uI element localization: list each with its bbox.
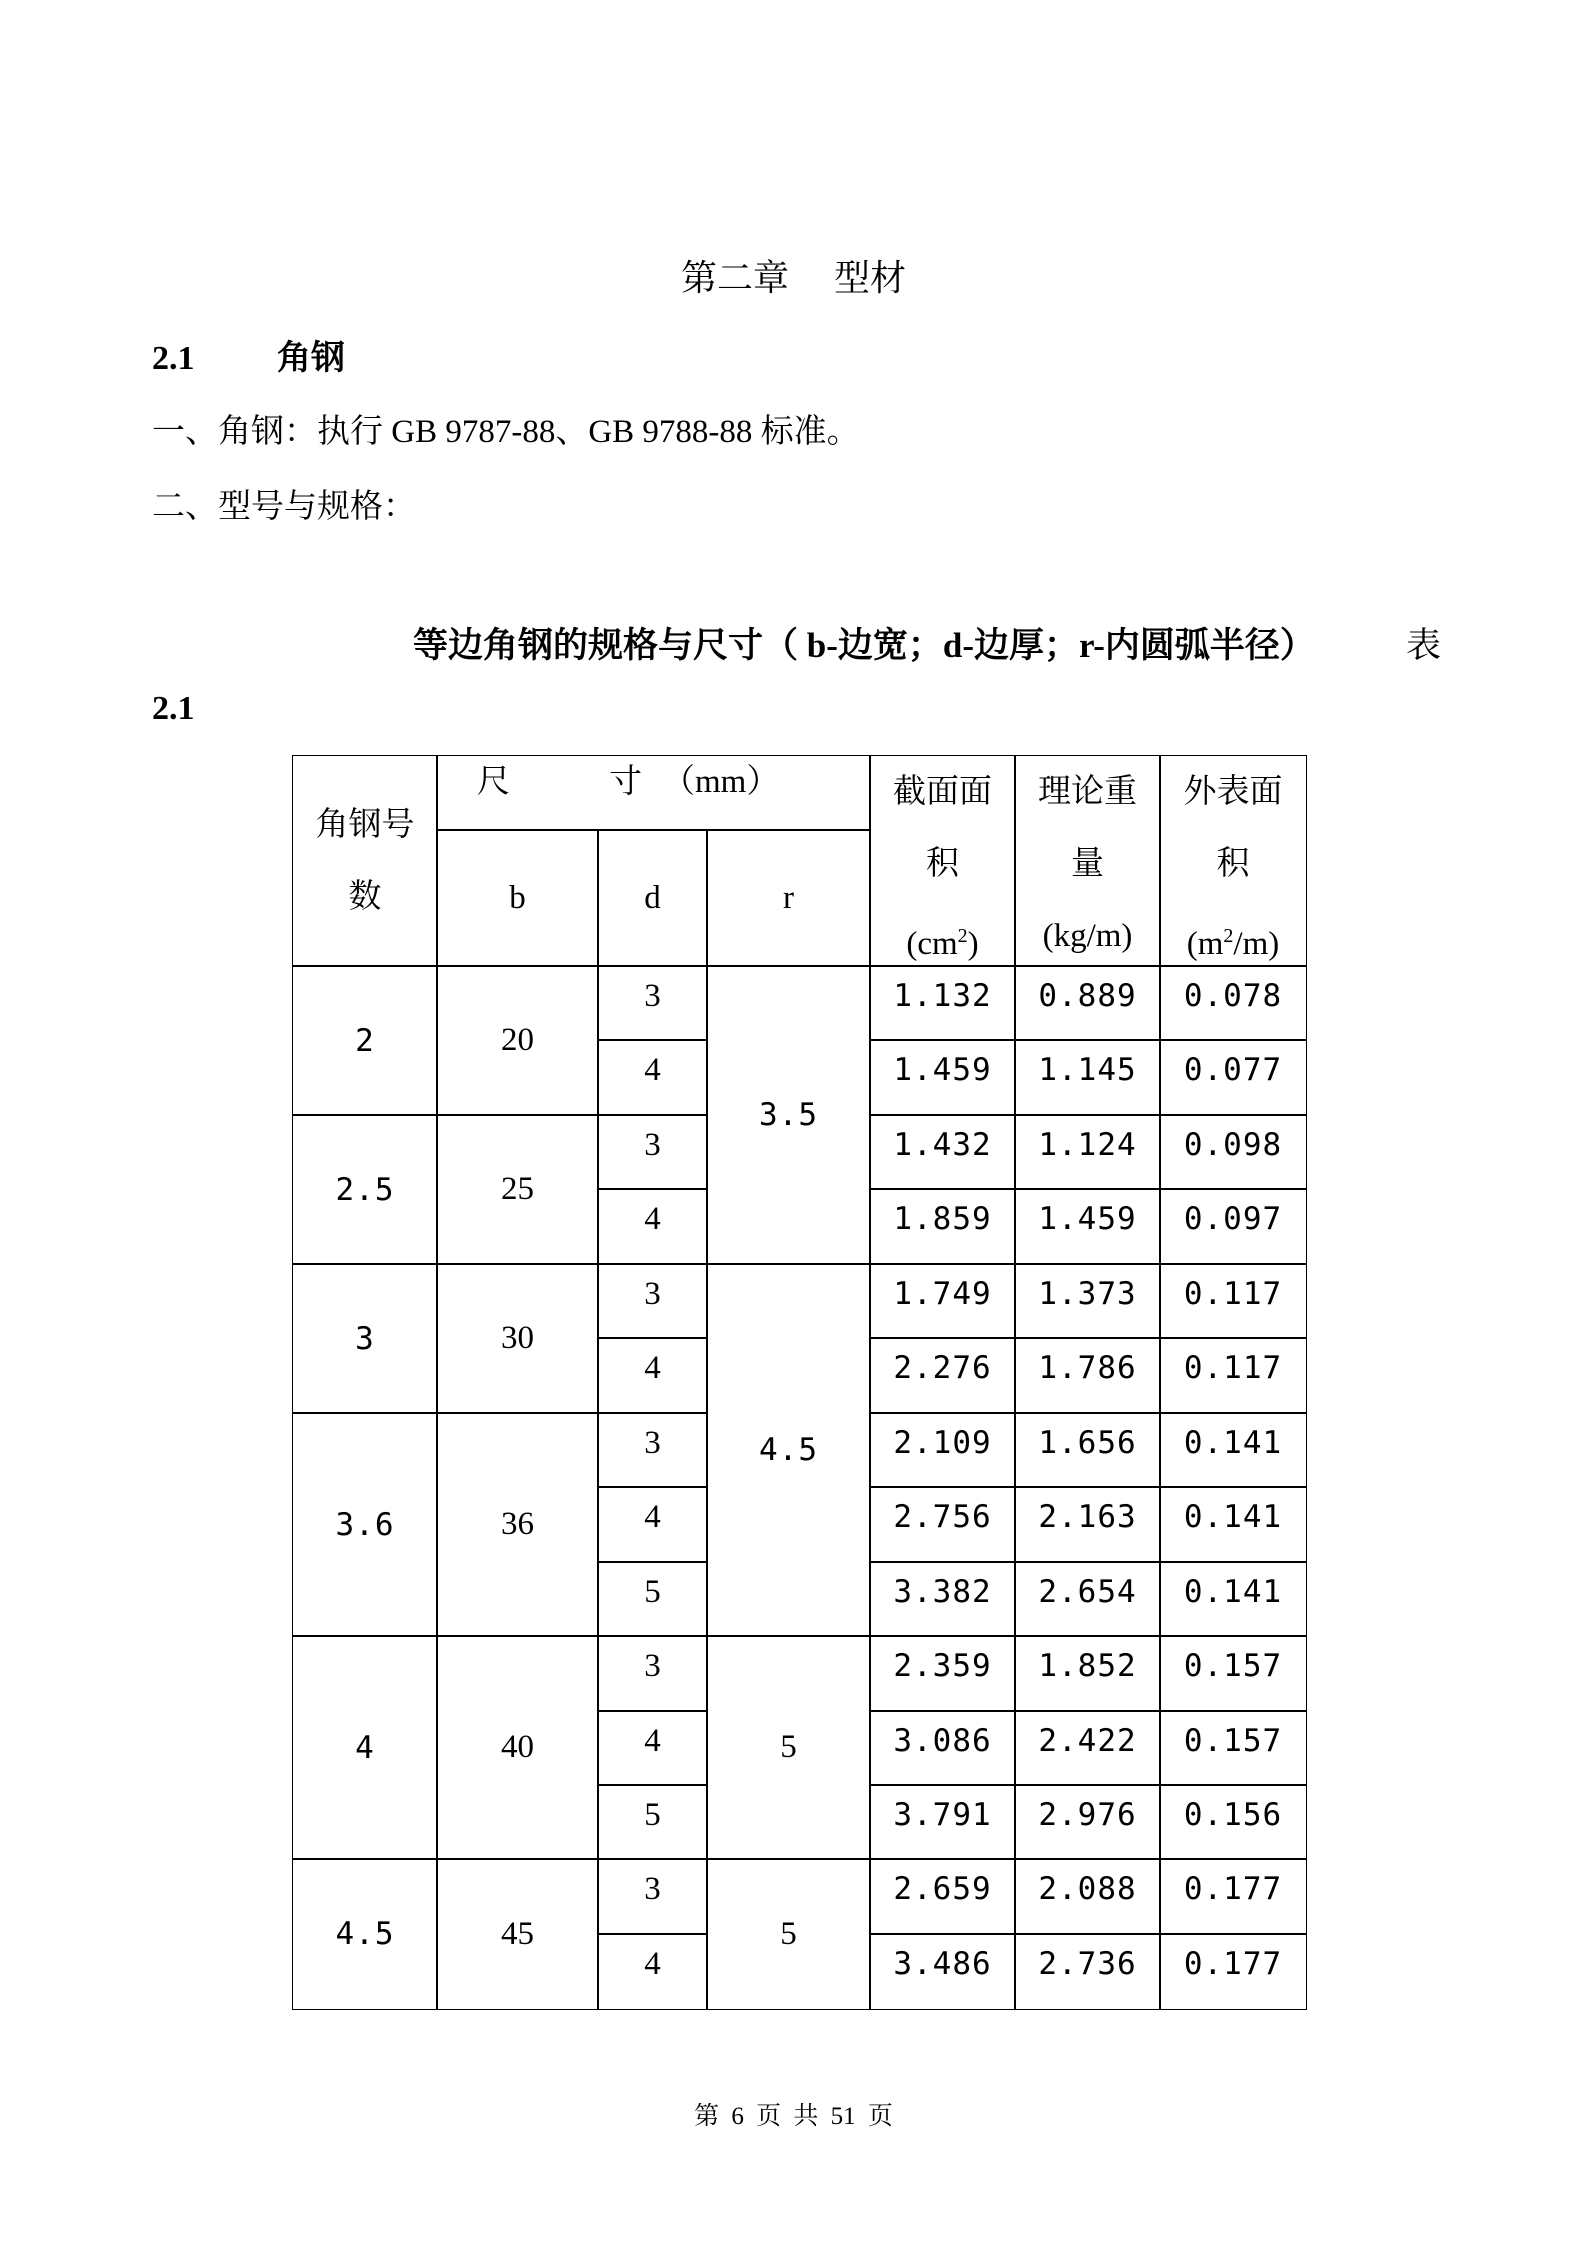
cell-area: 2.109 — [869, 1412, 1016, 1488]
cell-d: 4 — [597, 1486, 708, 1563]
cell-area: 2.756 — [869, 1486, 1016, 1563]
cell-b: 45 — [436, 1858, 599, 2010]
footer-suffix: 页 — [867, 2103, 893, 2130]
cell-b: 30 — [436, 1263, 599, 1414]
table-caption-text: 等边角钢的规格与尺寸（ b-边宽；d-边厚；r-内圆弧半径） — [413, 626, 1315, 665]
cell-area: 3.486 — [869, 1933, 1016, 2010]
header-dimensions — [436, 755, 871, 831]
cell-surface: 0.177 — [1159, 1858, 1307, 1935]
cell-r: 5 — [706, 1858, 871, 2010]
cell-weight: 1.124 — [1014, 1114, 1161, 1190]
header-b: b — [436, 829, 599, 967]
footer-prefix: 第 — [694, 2103, 720, 2130]
header-model-line1: 角钢号 — [315, 807, 415, 843]
header-area-unit-exp: 2 — [957, 925, 968, 947]
cell-weight: 2.163 — [1014, 1486, 1161, 1563]
cell-model: 2.5 — [292, 1114, 438, 1265]
cell-area: 2.276 — [869, 1337, 1016, 1414]
header-r: r — [706, 829, 871, 967]
header-dimensions-unit: （mm） — [662, 764, 780, 800]
cell-weight: 1.373 — [1014, 1263, 1161, 1339]
cell-b: 25 — [436, 1114, 599, 1265]
cell-model: 3.6 — [292, 1412, 438, 1637]
header-weight — [1014, 755, 1161, 967]
cell-model: 3 — [292, 1263, 438, 1414]
cell-surface: 0.141 — [1159, 1412, 1307, 1488]
cell-b: 36 — [436, 1412, 599, 1637]
cell-surface: 0.077 — [1159, 1039, 1307, 1116]
header-model-line2: 数 — [348, 879, 382, 915]
cell-d: 3 — [597, 1263, 708, 1339]
header-area-line2: 积 — [926, 846, 959, 882]
cell-surface: 0.141 — [1159, 1561, 1307, 1637]
header-surface-unit-base: (m — [1186, 926, 1224, 962]
cell-d: 4 — [597, 1039, 708, 1116]
section-heading — [152, 330, 345, 379]
cell-surface: 0.141 — [1159, 1486, 1307, 1563]
chapter-title: 第二章 型材 — [680, 258, 906, 298]
paragraph-spec-intro: 二、型号与规格： — [152, 489, 416, 525]
header-surface — [1159, 755, 1307, 967]
cell-surface: 0.177 — [1159, 1933, 1307, 2010]
angle-steel-spec-table — [292, 755, 1307, 2010]
cell-d: 3 — [597, 1858, 708, 1935]
cell-surface: 0.098 — [1159, 1114, 1307, 1190]
cell-d: 5 — [597, 1561, 708, 1637]
cell-area: 1.432 — [869, 1114, 1016, 1190]
paragraph-standard: 一、角钢：执行 GB 9787-88、GB 9788-88 标准。 — [152, 414, 860, 450]
cell-area: 1.859 — [869, 1188, 1016, 1265]
footer-total-pages: 51 — [830, 2103, 856, 2130]
cell-weight: 1.852 — [1014, 1635, 1161, 1712]
table-body — [294, 1384, 1305, 2009]
cell-model: 2 — [292, 965, 438, 1116]
cell-weight: 1.459 — [1014, 1188, 1161, 1265]
cell-area: 2.359 — [869, 1635, 1016, 1712]
cell-d: 3 — [597, 1635, 708, 1712]
cell-d: 3 — [597, 1114, 708, 1190]
header-dimensions-label: 尺 寸 — [477, 764, 642, 800]
cell-d: 4 — [597, 1933, 708, 2010]
cell-b: 20 — [436, 965, 599, 1116]
cell-weight: 2.736 — [1014, 1933, 1161, 2010]
header-surface-unit-end: /m) — [1233, 926, 1280, 962]
header-weight-unit: (kg/m) — [1042, 918, 1133, 954]
header-area-unit-end: ) — [967, 926, 979, 962]
cell-b: 40 — [436, 1635, 599, 1860]
cell-model: 4 — [292, 1635, 438, 1860]
page-footer — [0, 2096, 1587, 2132]
cell-weight: 1.145 — [1014, 1039, 1161, 1116]
header-area-unit — [870, 900, 1015, 967]
cell-surface: 0.156 — [1159, 1784, 1307, 1860]
cell-area: 3.791 — [869, 1784, 1016, 1860]
cell-surface: 0.117 — [1159, 1263, 1307, 1339]
table-caption — [413, 618, 1442, 668]
cell-weight: 1.786 — [1014, 1337, 1161, 1414]
header-area-unit-base: (cm — [906, 926, 958, 962]
cell-r: 3.5 — [706, 965, 871, 1265]
cell-area: 1.132 — [869, 965, 1016, 1041]
footer-middle: 页 共 — [756, 2103, 819, 2130]
cell-weight: 2.422 — [1014, 1710, 1161, 1786]
cell-weight: 1.656 — [1014, 1412, 1161, 1488]
cell-area: 1.749 — [869, 1263, 1016, 1339]
section-number: 2.1 — [152, 340, 195, 377]
cell-d: 4 — [597, 1337, 708, 1414]
cell-surface: 0.157 — [1159, 1710, 1307, 1786]
section-title: 角钢 — [277, 340, 345, 377]
table-caption-label: 表 — [1406, 626, 1442, 665]
cell-r: 5 — [706, 1635, 871, 1860]
header-weight-line2: 量 — [1071, 846, 1104, 882]
cell-d: 4 — [597, 1710, 708, 1786]
footer-page-number: 6 — [731, 2103, 744, 2130]
cell-surface: 0.097 — [1159, 1188, 1307, 1265]
cell-weight: 0.889 — [1014, 965, 1161, 1041]
cell-weight: 2.976 — [1014, 1784, 1161, 1860]
cell-r: 4.5 — [706, 1263, 871, 1637]
header-area-line1: 截面面 — [893, 774, 992, 810]
cell-area: 1.459 — [869, 1039, 1016, 1116]
cell-surface: 0.157 — [1159, 1635, 1307, 1712]
cell-surface: 0.117 — [1159, 1337, 1307, 1414]
header-surface-line1: 外表面 — [1183, 774, 1283, 810]
header-surface-unit-exp: 2 — [1223, 925, 1234, 947]
header-area — [869, 755, 1016, 967]
cell-d: 3 — [597, 965, 708, 1041]
cell-d: 5 — [597, 1784, 708, 1860]
cell-surface: 0.078 — [1159, 965, 1307, 1041]
table-number: 2.1 — [152, 690, 195, 727]
header-surface-line2: 积 — [1216, 846, 1250, 882]
cell-area: 2.659 — [869, 1858, 1016, 1935]
header-d: d — [597, 829, 708, 967]
header-weight-line1: 理论重 — [1038, 774, 1137, 810]
cell-d: 3 — [597, 1412, 708, 1488]
cell-model: 4.5 — [292, 1858, 438, 2010]
cell-weight: 2.088 — [1014, 1858, 1161, 1935]
header-surface-unit — [1160, 900, 1306, 967]
cell-d: 4 — [597, 1188, 708, 1265]
cell-area: 3.086 — [869, 1710, 1016, 1786]
cell-area: 3.382 — [869, 1561, 1016, 1637]
cell-weight: 2.654 — [1014, 1561, 1161, 1637]
header-model — [292, 755, 438, 967]
